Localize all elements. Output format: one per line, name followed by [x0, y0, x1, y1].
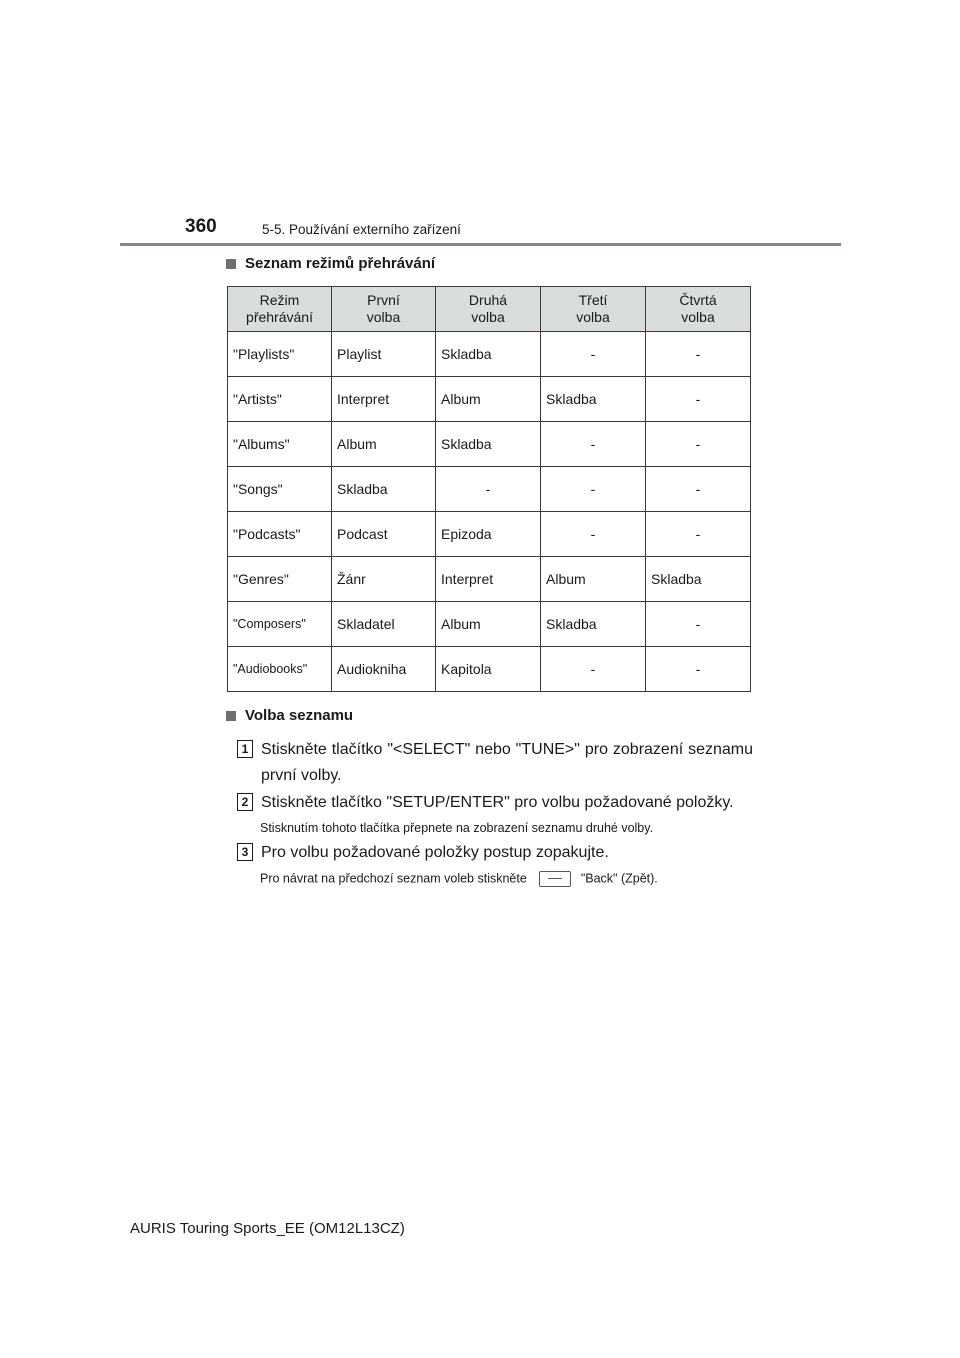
table-cell: -: [541, 467, 646, 512]
column-header: Čtvrtá volba: [646, 287, 751, 332]
table-cell: "Audiobooks": [228, 647, 332, 692]
table-row: [228, 557, 751, 602]
square-bullet-icon: [226, 711, 236, 721]
column-header: Třetí volba: [541, 287, 646, 332]
table-row: [228, 377, 751, 422]
table-row: [228, 602, 751, 647]
heading-label: Seznam režimů přehrávání: [245, 255, 436, 272]
table-row: [228, 332, 751, 377]
table-cell: "Artists": [228, 377, 332, 422]
table-cell: Interpret: [332, 377, 436, 422]
table-cell: -: [541, 512, 646, 557]
table-cell: Skladba: [541, 377, 646, 422]
step-number: 2: [237, 793, 253, 811]
table-cell: "Albums": [228, 422, 332, 467]
step-text: Pro volbu požadované položky postup zopakujte.: [261, 844, 609, 861]
table-row: [228, 512, 751, 557]
table-cell: -: [646, 377, 751, 422]
note-text-before: Pro návrat na předchozí seznam voleb stiskněte: [260, 871, 527, 886]
table-cell: Interpret: [436, 557, 541, 602]
heading-label: Volba seznamu: [245, 707, 354, 724]
table-cell: Skladba: [332, 467, 436, 512]
step-3-note: [260, 871, 658, 887]
section-title: 5-5. Používání externího zařízení: [262, 222, 461, 237]
table-cell: -: [646, 332, 751, 377]
note-text-after: "Back" (Zpět).: [580, 871, 658, 886]
page-number: 360: [185, 216, 217, 237]
column-header: Druhá volba: [436, 287, 541, 332]
step-3: [237, 840, 753, 866]
table-cell: -: [436, 467, 541, 512]
table-cell: Album: [332, 422, 436, 467]
table-cell: -: [541, 422, 646, 467]
table-cell: Kapitola: [436, 647, 541, 692]
table-cell: Skladba: [646, 557, 751, 602]
table-cell: "Songs": [228, 467, 332, 512]
step-number: 3: [237, 843, 253, 861]
table-cell: "Genres": [228, 557, 332, 602]
table-cell: Epizoda: [436, 512, 541, 557]
table-cell: "Composers": [228, 602, 332, 647]
table-cell: -: [646, 602, 751, 647]
table-cell: -: [646, 467, 751, 512]
table-cell: Žánr: [332, 557, 436, 602]
column-header: První volba: [332, 287, 436, 332]
table-cell: Playlist: [332, 332, 436, 377]
table-cell: Album: [436, 602, 541, 647]
footer-model: AURIS Touring Sports_EE (OM12L13CZ): [130, 1220, 405, 1237]
table-cell: Skladba: [541, 602, 646, 647]
step-2: [237, 790, 753, 816]
step-text: Stiskněte tlačítko "<SELECT" nebo "TUNE>" pro zobrazení seznamu první volby.: [261, 741, 753, 784]
playback-modes-heading: [226, 255, 435, 272]
step-number: 1: [237, 740, 253, 758]
table-cell: -: [541, 332, 646, 377]
step-text: Stiskněte tlačítko "SETUP/ENTER" pro volbu požadované položky.: [261, 794, 734, 811]
table-row: [228, 467, 751, 512]
table-cell: Podcast: [332, 512, 436, 557]
table-cell: Skladatel: [332, 602, 436, 647]
table-header-row: [228, 287, 751, 332]
header-rule: [120, 243, 841, 246]
table-row: [228, 422, 751, 467]
table-cell: -: [646, 647, 751, 692]
table-cell: Album: [436, 377, 541, 422]
table-cell: "Podcasts": [228, 512, 332, 557]
table-cell: Album: [541, 557, 646, 602]
table-cell: "Playlists": [228, 332, 332, 377]
table-cell: -: [646, 512, 751, 557]
back-button-icon: [539, 871, 571, 887]
table-cell: Audiokniha: [332, 647, 436, 692]
step-2-note: Stisknutím tohoto tlačítka přepnete na zobrazení seznamu druhé volby.: [260, 821, 654, 835]
table-cell: -: [541, 647, 646, 692]
table-cell: Skladba: [436, 422, 541, 467]
list-selection-heading: [226, 707, 353, 724]
table-cell: Skladba: [436, 332, 541, 377]
table-cell: -: [646, 422, 751, 467]
step-1: [237, 737, 753, 789]
table-row: [228, 647, 751, 692]
playback-modes-table: [227, 286, 751, 692]
column-header: Režim přehrávání: [228, 287, 332, 332]
square-bullet-icon: [226, 259, 236, 269]
